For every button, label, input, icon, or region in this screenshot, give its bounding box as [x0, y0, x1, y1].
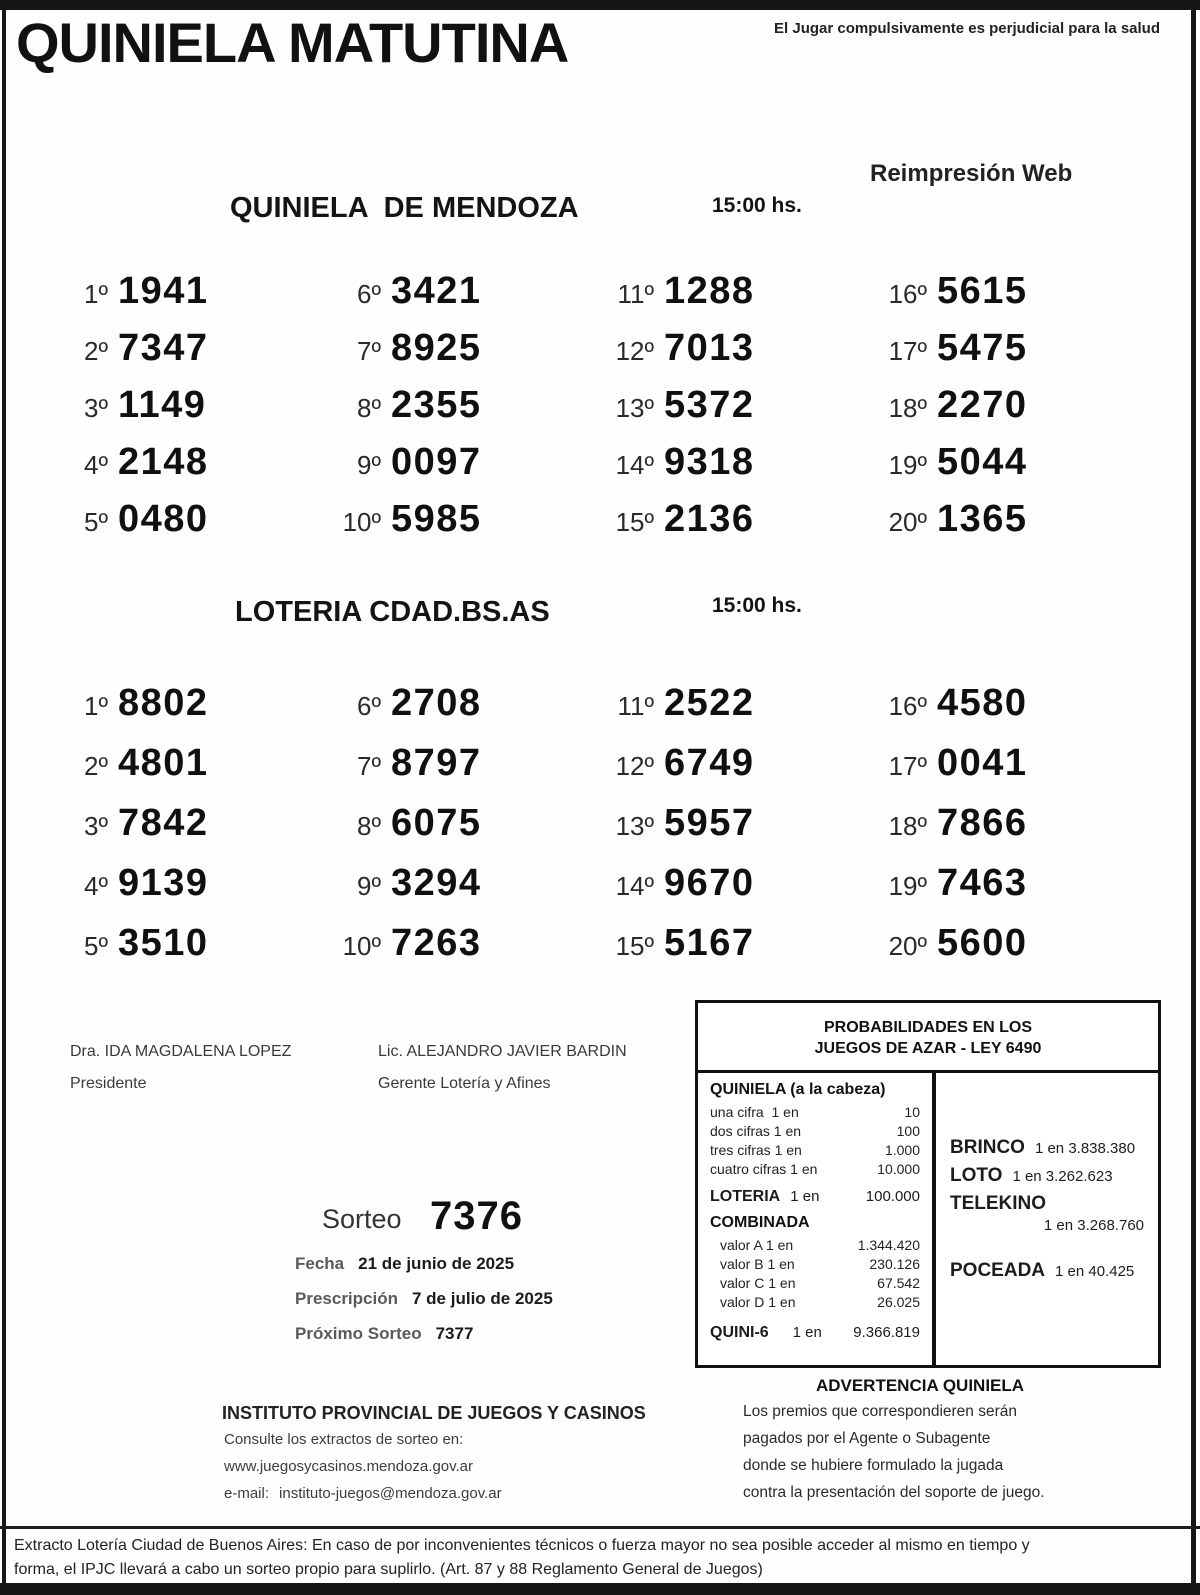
result-cell — [594, 682, 867, 742]
result-number: 7866 — [937, 802, 1028, 844]
result-rank: 5º — [84, 507, 108, 537]
result-number: 9318 — [664, 441, 755, 483]
result-number: 9139 — [118, 862, 209, 904]
result-number: 5957 — [664, 802, 755, 844]
result-number: 3421 — [391, 270, 482, 312]
quini6-odds-value: 9.366.819 — [853, 1324, 920, 1341]
odds-value: 10 — [904, 1104, 920, 1120]
result-cell — [48, 270, 321, 327]
result-rank: 2º — [84, 336, 108, 366]
result-cell — [867, 270, 1140, 327]
result-cell — [321, 742, 594, 802]
result-rank: 16º — [888, 279, 927, 309]
poceada-odds-row — [950, 1260, 1146, 1282]
result-rank: 13º — [615, 811, 654, 841]
result-rank: 12º — [615, 336, 654, 366]
result-number: 2708 — [391, 682, 482, 724]
odds-value: 1.344.420 — [857, 1237, 920, 1253]
game-odds: 1 en 3.268.760 — [1043, 1217, 1144, 1234]
result-number: 5985 — [391, 498, 482, 540]
sorteo-label: Sorteo — [322, 1204, 402, 1234]
game-odds: 1 en 3.838.380 — [1034, 1140, 1136, 1157]
result-rank: 11º — [617, 279, 654, 309]
probabilities-box — [695, 1000, 1161, 1368]
result-rank: 16º — [888, 691, 927, 721]
game-name: TELEKINO — [950, 1193, 1047, 1214]
result-cell — [867, 802, 1140, 862]
bsas-heading: LOTERIA CDAD.BS.AS — [235, 596, 550, 628]
odds-label: tres cifras 1 en — [710, 1142, 802, 1158]
result-rank: 8º — [357, 393, 381, 423]
result-cell — [594, 498, 867, 555]
odds-value: 230.126 — [869, 1256, 920, 1272]
result-cell — [594, 441, 867, 498]
result-number: 8797 — [391, 742, 482, 784]
probabilities-right-column — [936, 1073, 1158, 1365]
result-rank: 1º — [84, 691, 108, 721]
result-rank: 20º — [888, 507, 927, 537]
result-rank: 13º — [615, 393, 654, 423]
odds-row — [710, 1255, 920, 1274]
result-number: 7263 — [391, 922, 482, 964]
advertencia-title: ADVERTENCIA QUINIELA — [815, 1376, 1025, 1395]
result-cell — [867, 498, 1140, 555]
result-rank: 15º — [615, 507, 654, 537]
fecha-value: 21 de junio de 2025 — [358, 1254, 515, 1273]
footer-line: forma, el IPJC llevará a cabo un sorteo propio para suplirlo. (Art. 87 y 88 Reglamento General de Juegos) — [14, 1561, 763, 1578]
result-rank: 12º — [615, 751, 654, 781]
result-cell — [48, 802, 321, 862]
result-rank: 1º — [84, 279, 108, 309]
result-rank: 17º — [888, 751, 927, 781]
bsas-time: 15:00 hs. — [712, 594, 802, 617]
odds-value: 100 — [896, 1123, 920, 1139]
page-border-left — [2, 0, 6, 1595]
result-cell — [48, 384, 321, 441]
result-cell — [321, 270, 594, 327]
result-rank: 11º — [617, 691, 654, 721]
loteria-odds-name: LOTERIA — [710, 1188, 781, 1205]
odds-row — [710, 1274, 920, 1293]
result-cell — [48, 862, 321, 922]
result-cell — [48, 441, 321, 498]
result-number: 5167 — [664, 922, 755, 964]
odds-value: 67.542 — [877, 1275, 920, 1291]
result-number: 7842 — [118, 802, 209, 844]
quini6-odds-unit: 1 en — [792, 1324, 822, 1341]
result-cell — [321, 862, 594, 922]
result-number: 4801 — [118, 742, 209, 784]
result-rank: 14º — [615, 871, 654, 901]
footer-disclaimer — [14, 1534, 1179, 1582]
result-cell — [867, 384, 1140, 441]
game-name: POCEADA — [950, 1260, 1046, 1281]
result-cell — [321, 682, 594, 742]
game-name: LOTO — [950, 1165, 1003, 1186]
result-cell — [867, 742, 1140, 802]
quini6-odds-name: QUINI-6 — [710, 1324, 769, 1341]
result-number: 5475 — [937, 327, 1028, 369]
result-cell — [321, 922, 594, 982]
advertencia-line: contra la presentación del soporte de juego. — [743, 1484, 1045, 1501]
page-border-right — [1191, 0, 1196, 1595]
result-cell — [867, 327, 1140, 384]
result-number: 1149 — [118, 384, 207, 426]
result-cell — [594, 327, 867, 384]
proximo-sorteo-value: 7377 — [435, 1324, 474, 1343]
result-cell — [48, 327, 321, 384]
result-number: 3294 — [391, 862, 482, 904]
odds-value: 1.000 — [884, 1142, 920, 1158]
result-rank: 14º — [615, 450, 654, 480]
quini6-odds-row — [710, 1324, 920, 1342]
result-number: 5615 — [937, 270, 1028, 312]
result-rank: 4º — [84, 450, 108, 480]
result-cell — [594, 270, 867, 327]
result-number: 1288 — [664, 270, 755, 312]
result-cell — [594, 742, 867, 802]
result-rank: 18º — [888, 811, 927, 841]
result-rank: 10º — [342, 931, 381, 961]
result-rank: 5º — [84, 931, 108, 961]
result-number: 2522 — [664, 682, 755, 724]
result-cell — [594, 384, 867, 441]
probabilities-left-column — [698, 1073, 936, 1365]
mendoza-time: 15:00 hs. — [712, 194, 802, 217]
result-number: 2355 — [391, 384, 482, 426]
result-cell — [867, 682, 1140, 742]
odds-label: valor B 1 en — [720, 1256, 795, 1272]
result-cell — [48, 498, 321, 555]
odds-row — [710, 1160, 920, 1179]
probabilities-title-line2: JUEGOS DE AZAR - LEY 6490 — [814, 1040, 1042, 1057]
bsas-results-grid — [48, 682, 1158, 982]
result-rank: 9º — [357, 450, 381, 480]
result-number: 2270 — [937, 384, 1028, 426]
result-number: 6749 — [664, 742, 755, 784]
loteria-odds-value: 100.000 — [865, 1188, 920, 1205]
odds-label: cuatro cifras 1 en — [710, 1161, 818, 1177]
result-cell — [867, 922, 1140, 982]
odds-value: 26.025 — [877, 1294, 920, 1310]
result-number: 2136 — [664, 498, 755, 540]
result-rank: 3º — [84, 393, 108, 423]
result-cell — [321, 384, 594, 441]
result-rank: 4º — [84, 871, 108, 901]
probabilities-title-line1: PROBABILIDADES EN LOS — [823, 1019, 1032, 1036]
combinada-heading: COMBINADA — [710, 1214, 810, 1231]
result-number: 7463 — [937, 862, 1028, 904]
footer-line: Extracto Lotería Ciudad de Buenos Aires: En caso de por inconvenientes técnicos o fuerza mayor no sea posible acceder al mismo en tiempo y — [14, 1537, 1030, 1554]
email-label: e-mail: — [224, 1485, 270, 1502]
odds-label: valor A 1 en — [720, 1237, 794, 1253]
result-rank: 7º — [357, 336, 381, 366]
result-number: 2148 — [118, 441, 209, 483]
result-rank: 19º — [888, 871, 927, 901]
result-number: 0480 — [118, 498, 209, 540]
result-number: 5044 — [937, 441, 1028, 483]
result-number: 5372 — [664, 384, 755, 426]
manager-title: Gerente Lotería y Afines — [378, 1075, 551, 1092]
result-rank: 6º — [357, 279, 381, 309]
result-number: 1365 — [937, 498, 1028, 540]
odds-row — [710, 1293, 920, 1312]
result-rank: 8º — [357, 811, 381, 841]
result-number: 6075 — [391, 802, 482, 844]
result-cell — [594, 862, 867, 922]
result-rank: 7º — [357, 751, 381, 781]
odds-label: una cifra 1 en — [710, 1104, 799, 1120]
odds-row — [710, 1236, 920, 1255]
institute-name: INSTITUTO PROVINCIAL DE JUEGOS Y CASINOS — [222, 1403, 646, 1423]
result-number: 8925 — [391, 327, 482, 369]
loto-odds-row — [950, 1165, 1146, 1187]
result-cell — [321, 441, 594, 498]
president-title: Presidente — [70, 1075, 147, 1092]
page-title: QUINIELA MATUTINA — [16, 11, 569, 74]
result-rank: 3º — [84, 811, 108, 841]
brinco-odds-row — [950, 1137, 1146, 1159]
result-number: 7013 — [664, 327, 755, 369]
odds-row — [710, 1122, 920, 1141]
fecha-row — [295, 1254, 514, 1274]
result-cell — [48, 742, 321, 802]
result-number: 7347 — [118, 327, 209, 369]
prescripcion-value: 7 de julio de 2025 — [412, 1289, 553, 1308]
result-rank: 15º — [615, 931, 654, 961]
fecha-label: Fecha — [295, 1254, 345, 1273]
proximo-sorteo-label: Próximo Sorteo — [295, 1324, 422, 1343]
odds-value: 10.000 — [877, 1161, 920, 1177]
result-cell — [321, 327, 594, 384]
result-cell — [321, 498, 594, 555]
page-border-top — [0, 0, 1200, 10]
institute-consult-text: Consulte los extractos de sorteo en: — [224, 1431, 464, 1448]
result-rank: 17º — [888, 336, 927, 366]
result-rank: 20º — [888, 931, 927, 961]
proximo-sorteo-row — [295, 1324, 473, 1344]
odds-label: dos cifras 1 en — [710, 1123, 802, 1139]
advertencia-text — [743, 1403, 1143, 1511]
result-number: 1941 — [118, 270, 209, 312]
advertencia-line: Los premios que correspondieren serán — [743, 1403, 1017, 1420]
institute-website: www.juegosycasinos.mendoza.gov.ar — [224, 1458, 474, 1475]
result-cell — [594, 922, 867, 982]
page-border-bottom — [0, 1583, 1200, 1595]
result-rank: 10º — [342, 507, 381, 537]
loteria-odds-unit: 1 en — [790, 1188, 820, 1205]
result-cell — [867, 441, 1140, 498]
result-rank: 6º — [357, 691, 381, 721]
result-number: 3510 — [118, 922, 209, 964]
result-rank: 2º — [84, 751, 108, 781]
result-number: 4580 — [937, 682, 1028, 724]
result-cell — [321, 802, 594, 862]
institute-email: instituto-juegos@mendoza.gov.ar — [279, 1485, 502, 1502]
odds-label: valor C 1 en — [720, 1275, 796, 1291]
probabilities-title — [698, 1003, 1158, 1073]
game-odds: 1 en 40.425 — [1055, 1263, 1135, 1280]
president-name: Dra. IDA MAGDALENA LOPEZ — [70, 1043, 292, 1060]
result-cell — [48, 922, 321, 982]
mendoza-results-grid — [48, 270, 1158, 555]
footer-divider — [0, 1526, 1200, 1529]
result-number: 0041 — [937, 742, 1028, 784]
result-rank: 18º — [888, 393, 927, 423]
telekino-odds-row — [950, 1193, 1146, 1234]
odds-row — [710, 1103, 920, 1122]
result-cell — [867, 862, 1140, 922]
sorteo-number: 7376 — [430, 1194, 523, 1238]
health-warning-text: El Jugar compulsivamente es perjudicial para la salud — [774, 20, 1160, 37]
mendoza-heading: QUINIELA DE MENDOZA — [230, 192, 579, 224]
result-cell — [594, 802, 867, 862]
result-rank: 19º — [888, 450, 927, 480]
advertencia-line: pagados por el Agente o Subagente — [743, 1430, 991, 1447]
manager-name: Lic. ALEJANDRO JAVIER BARDIN — [378, 1043, 627, 1060]
result-number: 5600 — [937, 922, 1028, 964]
result-number: 0097 — [391, 441, 482, 483]
loteria-odds-row — [710, 1188, 920, 1206]
game-name: BRINCO — [950, 1137, 1025, 1158]
prescripcion-label: Prescripción — [295, 1289, 398, 1308]
odds-label: valor D 1 en — [720, 1294, 796, 1310]
reprint-label: Reimpresión Web — [870, 160, 1073, 187]
game-odds: 1 en 3.262.623 — [1012, 1168, 1113, 1185]
result-number: 8802 — [118, 682, 209, 724]
advertencia-line: donde se hubiere formulado la jugada — [743, 1457, 1004, 1474]
result-rank: 9º — [357, 871, 381, 901]
prescripcion-row — [295, 1289, 553, 1309]
institute-email-row — [224, 1485, 502, 1502]
odds-row — [710, 1141, 920, 1160]
quiniela-odds-heading: QUINIELA (a la cabeza) — [710, 1081, 886, 1098]
result-cell — [48, 682, 321, 742]
result-number: 9670 — [664, 862, 755, 904]
